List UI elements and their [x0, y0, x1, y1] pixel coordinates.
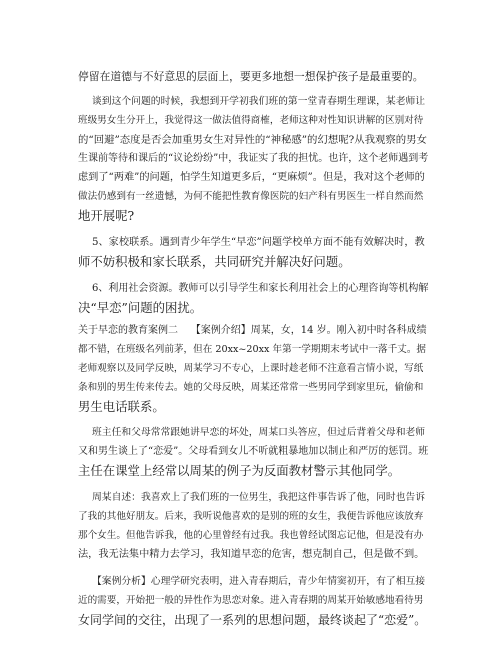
text-line: 谈到这个问题的时候，我想到开学初我们班的第一堂青春期生理课，某老师让 — [92, 96, 426, 107]
text-line: 老师观察以及同学反映，周某学习不专心，上课时趁老师不注意看言情小说，写纸 — [78, 363, 424, 374]
text-line: 条和别的男生传来传去。她的父母反映，周某还常常一些男同学到家里玩，偷偷和 — [78, 382, 424, 393]
text-line: 班级男女生分开上，我觉得这一做法值得商榷，老师这种对性知识讲解的区别对待 — [78, 115, 424, 126]
text-line: 主任在课堂上经常以周某的例子为反面教材警示其他同学。 — [78, 463, 401, 478]
text-line: 班主任和父母常常跟她讲早恋的坏处，周某口头答应，但过后背着父母和老师 — [92, 427, 426, 438]
text-line: 近的需要，开始把一般的异性作为思恋对象。进入青春期的周某开始敏感地看待男 — [78, 595, 424, 606]
text-line: 那个女生。但他告诉我，他的心里曾经有过我。我也曾经试图忘记他，但是没有办 — [78, 530, 424, 541]
text-line: 生课前等待和课后的“议论纷纷”中，我证实了我的担忧。也许，这个老师遇到考 — [78, 153, 429, 164]
text-line: 决“早恋”问题的困扰。 — [78, 300, 203, 315]
text-line: 的“回避”态度是否会加重男女生对异性的“神秘感”的幻想呢?从我观察的男女 — [78, 134, 427, 146]
text-line: 虑到了“两难”的问题，怕学生知道更多后，“更麻烦”。但是，我对这个老师的 — [78, 172, 425, 183]
text-line: 周某自述：我喜欢上了我们班的一位男生，我把这件事告诉了他，同时也告诉 — [92, 492, 426, 503]
text-line: 5、家校联系。遇到青少年学生“早恋”问题学校单方面不能有效解决时，教 — [92, 237, 425, 248]
text-line: 地开展呢? — [78, 208, 135, 223]
text-line: 都不错，在班级名列前茅，但在 20xx~20xx 年第一学期期末考试中一落千丈。据 — [78, 344, 427, 355]
text-line: 停留在道德与不好意思的层面上，要更多地想一想保护孩子是最重要的。 — [78, 70, 424, 83]
text-line: 做法仍感到有一丝遗憾，为何不能把性教育像医院的妇产科有男医生一样自然而然 — [78, 191, 424, 202]
text-line: 又和男生谈上了“恋爱”。父母看到女儿不听就粗暴地加以制止和严厉的惩罚。班 — [78, 446, 429, 457]
text-line: 男生电话联系。 — [78, 399, 165, 414]
text-line: 关于早恋的教育案例二 【案例介绍】周某，女，14 岁。刚入初中时各科成绩 — [78, 325, 427, 336]
text-line: 师不妨积极和家长联系，共同研究并解决好问题。 — [78, 254, 351, 269]
text-line: 【案例分析】心理学研究表明，进入青春期后，青少年情窦初开，有了相互接 — [92, 576, 426, 587]
text-line: 了我的其他好朋友。后来，我听说他喜欢的是别的班的女生，我便告诉他应该放弃 — [78, 511, 424, 522]
text-line: 女同学间的交往，出现了一系列的思想问题，最终谈起了“恋爱”。 — [78, 613, 427, 627]
text-line: 法，我无法集中精力去学习，我知道早恋的危害，想克制自己，但是做不到。 — [78, 549, 425, 560]
text-line: 6、利用社会资源。教师可以引导学生和家长利用社会上的心理咨询等机构解 — [92, 283, 429, 294]
